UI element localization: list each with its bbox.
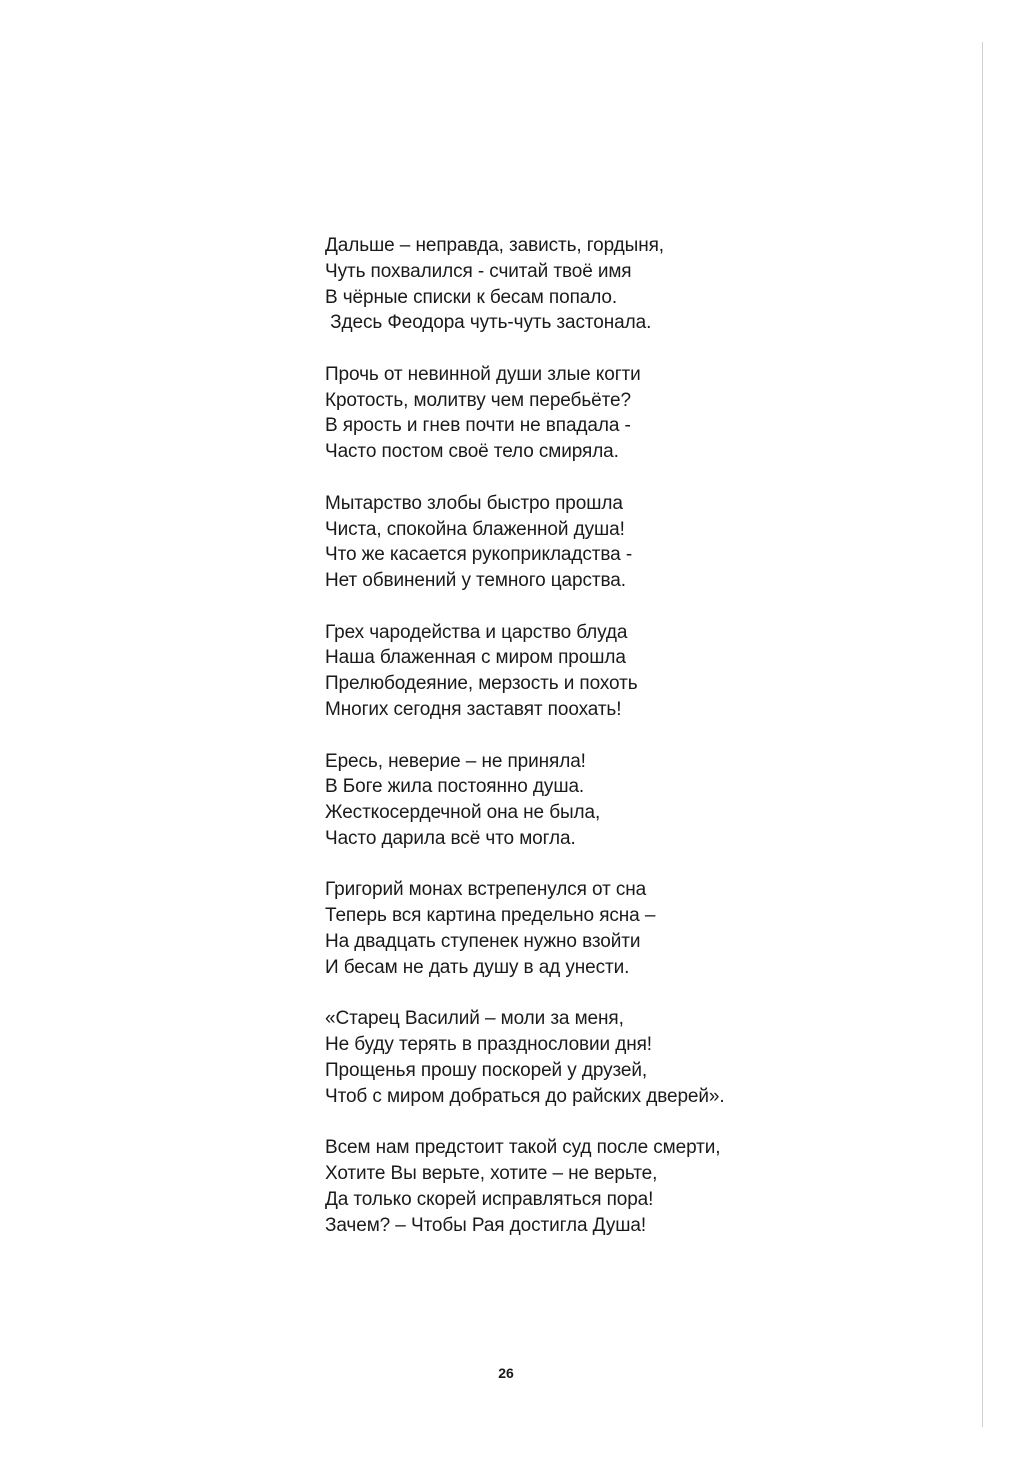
poem-line: Здесь Феодора чуть-чуть застонала.	[325, 312, 652, 334]
poem-line: «Старец Василий – моли за меня,	[325, 1008, 624, 1030]
poem-line: Многих сегодня заставят поохать!	[325, 699, 622, 721]
poem-line: Кротость, молитву чем перебьёте?	[325, 389, 631, 411]
stanza	[325, 1135, 885, 1238]
poem-line: Мытарство злобы быстро прошла	[325, 492, 623, 514]
stanza	[325, 233, 885, 336]
poem-line: Прощенья прошу поскорей у друзей,	[325, 1059, 648, 1081]
poem-line: Чтоб с миром добраться до райских дверей».	[325, 1085, 725, 1107]
poem-line: Что же касается рукоприкладства -	[325, 544, 633, 566]
page-number: 26	[498, 1365, 514, 1381]
poem-line: Грех чародейства и царство блуда	[325, 621, 628, 643]
poem-line: Дальше – неправда, зависть, гордыня,	[325, 235, 664, 256]
poem-line: Всем нам предстоит такой суд после смерти,	[325, 1137, 721, 1159]
poem-line: На двадцать ступенек нужно взойти	[325, 930, 641, 952]
poem-line: В Боге жила постоянно душа.	[325, 776, 585, 798]
poem-line: Чуть похвалился - считай твоё имя	[325, 260, 632, 282]
poem-line: Жесткосердечной она не была,	[325, 802, 601, 824]
poem-line: Да только скорей исправляться пора!	[325, 1188, 654, 1210]
poem-line: Чиста, спокойна блаженной душа!	[325, 518, 625, 540]
page-edge-line	[982, 42, 983, 1427]
poem-line: Не буду терять в празднословии дня!	[325, 1034, 652, 1056]
poem-line: Зачем? – Чтобы Рая достигла Душа!	[325, 1214, 647, 1236]
poem-line: Прелюбодеяние, мерзость и похоть	[325, 673, 638, 695]
poem-body	[325, 233, 885, 1264]
stanza	[325, 491, 885, 594]
poem-line: И бесам не дать душу в ад унести.	[325, 956, 630, 978]
poem-line: Наша блаженная с миром прошла	[325, 647, 626, 669]
stanza	[325, 1006, 885, 1109]
poem-line: Часто дарила всё что могла.	[325, 827, 576, 849]
poem-line: В чёрные списки к бесам попало.	[325, 286, 618, 308]
poem-line: Хотите Вы верьте, хотите – не верьте,	[325, 1162, 658, 1184]
poem-line: Нет обвинений у темного царства.	[325, 570, 626, 592]
stanza	[325, 362, 885, 465]
stanza	[325, 620, 885, 723]
stanza	[325, 877, 885, 980]
poem-line: Ересь, неверие – не приняла!	[325, 750, 586, 772]
poem-line: Прочь от невинной души злые когти	[325, 363, 641, 385]
poem-line: Теперь вся картина предельно ясна –	[325, 905, 656, 927]
poem-line: Григорий монах встрепенулся от сна	[325, 879, 647, 901]
stanza	[325, 749, 885, 852]
poem-line: В ярость и гнев почти не впадала -	[325, 415, 631, 437]
poem-line: Часто постом своё тело смиряла.	[325, 441, 619, 463]
